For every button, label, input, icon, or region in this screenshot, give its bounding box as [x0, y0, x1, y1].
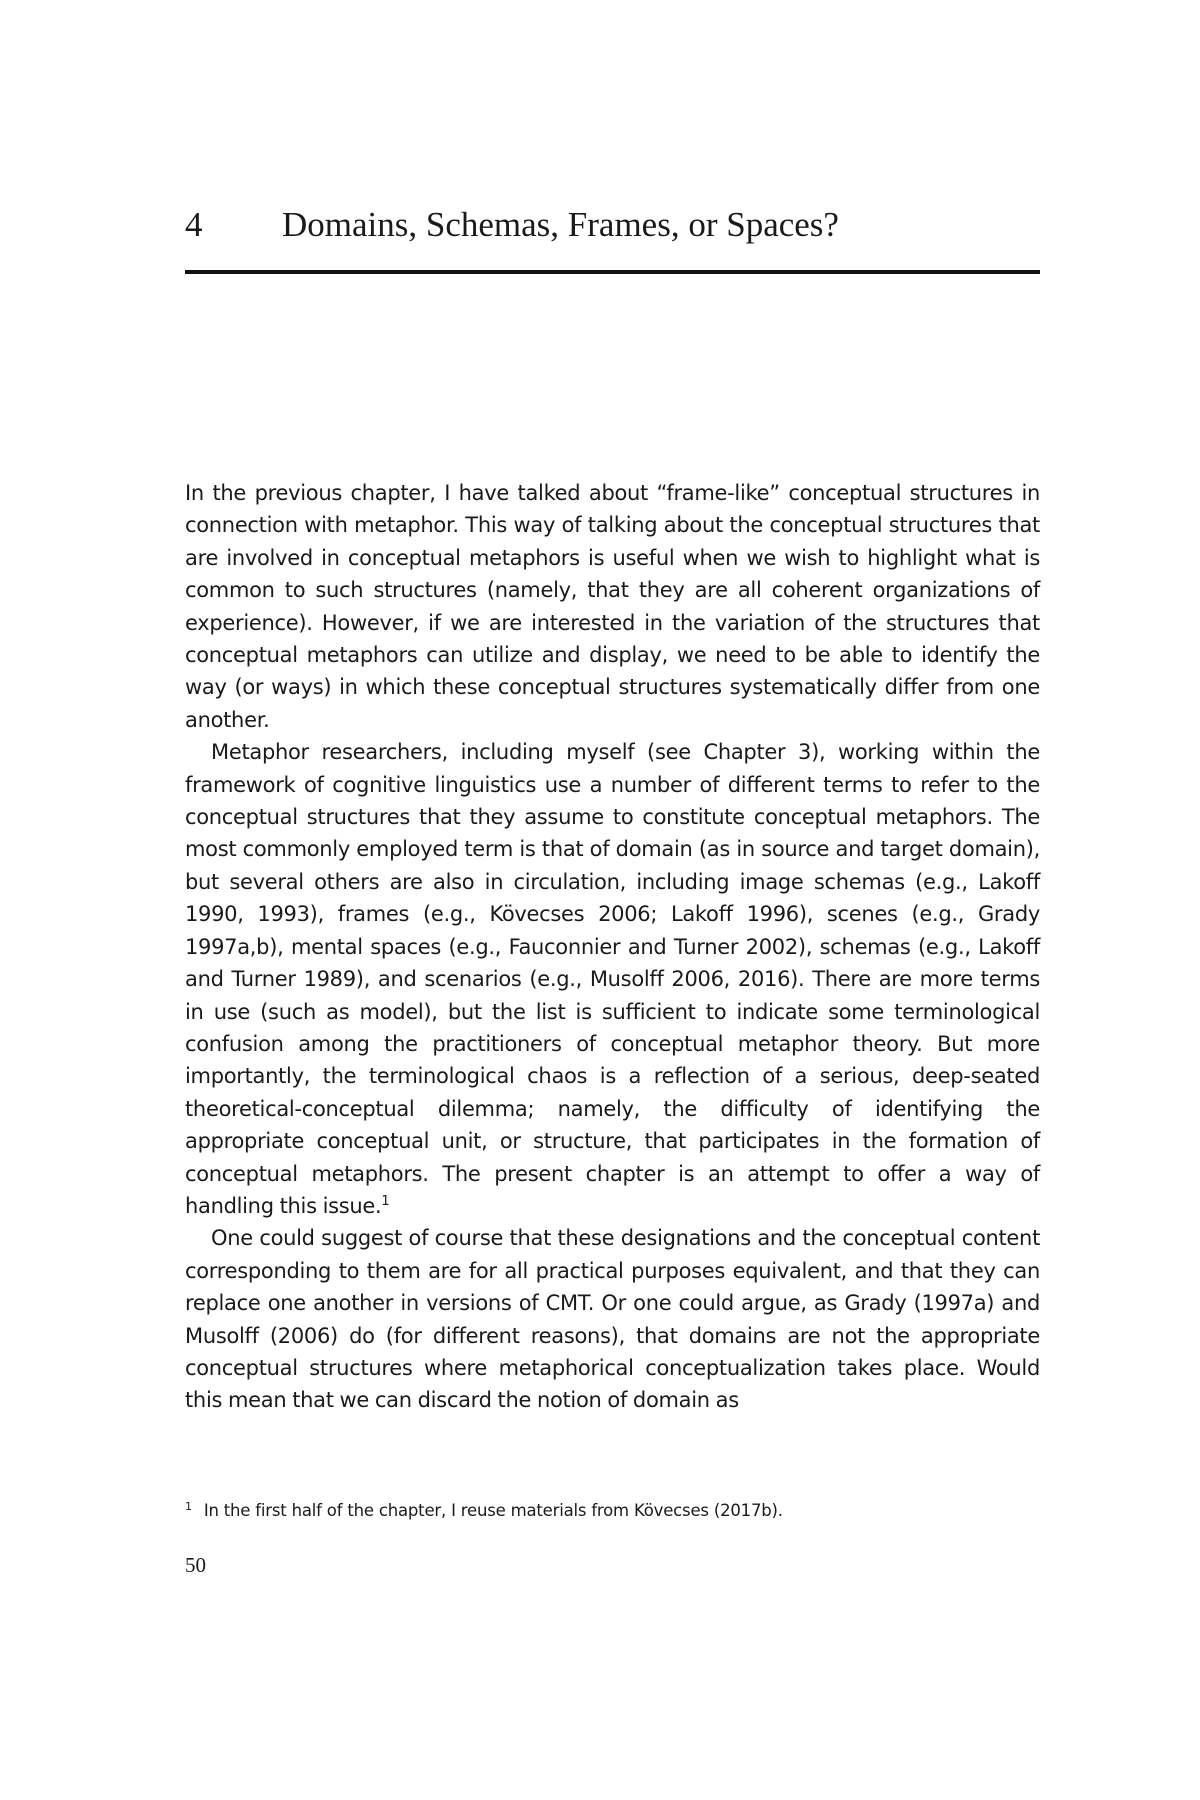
footnote-text: In the first half of the chapter, I reuse materials from Kövecses (2017b). [203, 1501, 783, 1520]
footnote-reference[interactable]: 1 [381, 1193, 390, 1209]
chapter-number: 4 [185, 205, 203, 244]
body-text [185, 477, 1040, 1417]
page-number: 50 [185, 1553, 206, 1577]
chapter-heading [185, 200, 1040, 260]
footnote [185, 1499, 1040, 1523]
paragraph-1: In the previous chapter, I have talked about “frame-like” conceptual structures in connection with metaphor. This way of talking about the conceptual structures that are involved in conceptual metaphors is useful when we wish to highlight what is common to such structures (namely, that they are all coherent organizations of experience). However, if we are interested in the variation of the structures that conceptual metaphors can utilize and display, we need to be able to identify the way (or ways) in which these conceptual structures systematically differ from one another. [185, 481, 1040, 732]
paragraph-2 [185, 736, 1040, 1222]
chapter-title: Domains, Schemas, Frames, or Spaces? [282, 205, 839, 244]
paragraph-2-text: Metaphor researchers, including myself (see Chapter 3), working within the framework of cognitive linguistics use a number of different terms to refer to the conceptual structures that they assume to constitute conceptual metaphors. The most commonly employed term is that of domain (as in source and target domain), but several others are also in circulation, including image schemas (e.g., Lakoff 1990, 1993), frames (e.g., Kövecses 2006; Lakoff 1996), scenes (e.g., Grady 1997a,b), mental spaces (e.g., Fauconnier and Turner 2002), schemas (e.g., Lakoff and Turner 1989), and scenarios (e.g., Musolff 2006, 2016). There are more terms in use (such as model), but the list is sufficient to indicate some terminological confusion among the practitioners of conceptual metaphor theory. But more importantly, the terminological chaos is a reflection of a serious, deep-seated theoretical-conceptual dilemma; namely, the difficulty of identifying the appropriate conceptual unit, or structure, that participates in the formation of conceptual metaphors. The present chapter is an attempt to offer a way of handling this issue. [185, 740, 1040, 1218]
footnote-mark: 1 [185, 1499, 192, 1513]
paragraph-3: One could suggest of course that these designations and the conceptual content corresponding to them are for all practical purposes equivalent, and that they can replace one another in versions of CMT. Or one could argue, as Grady (1997a) and Musolff (2006) do (for different reasons), that domains are not the appropriate conceptual structures where metaphorical conceptualization takes place. Would this mean that we can discard the notion of domain as [185, 1226, 1040, 1413]
heading-rule [185, 270, 1040, 274]
